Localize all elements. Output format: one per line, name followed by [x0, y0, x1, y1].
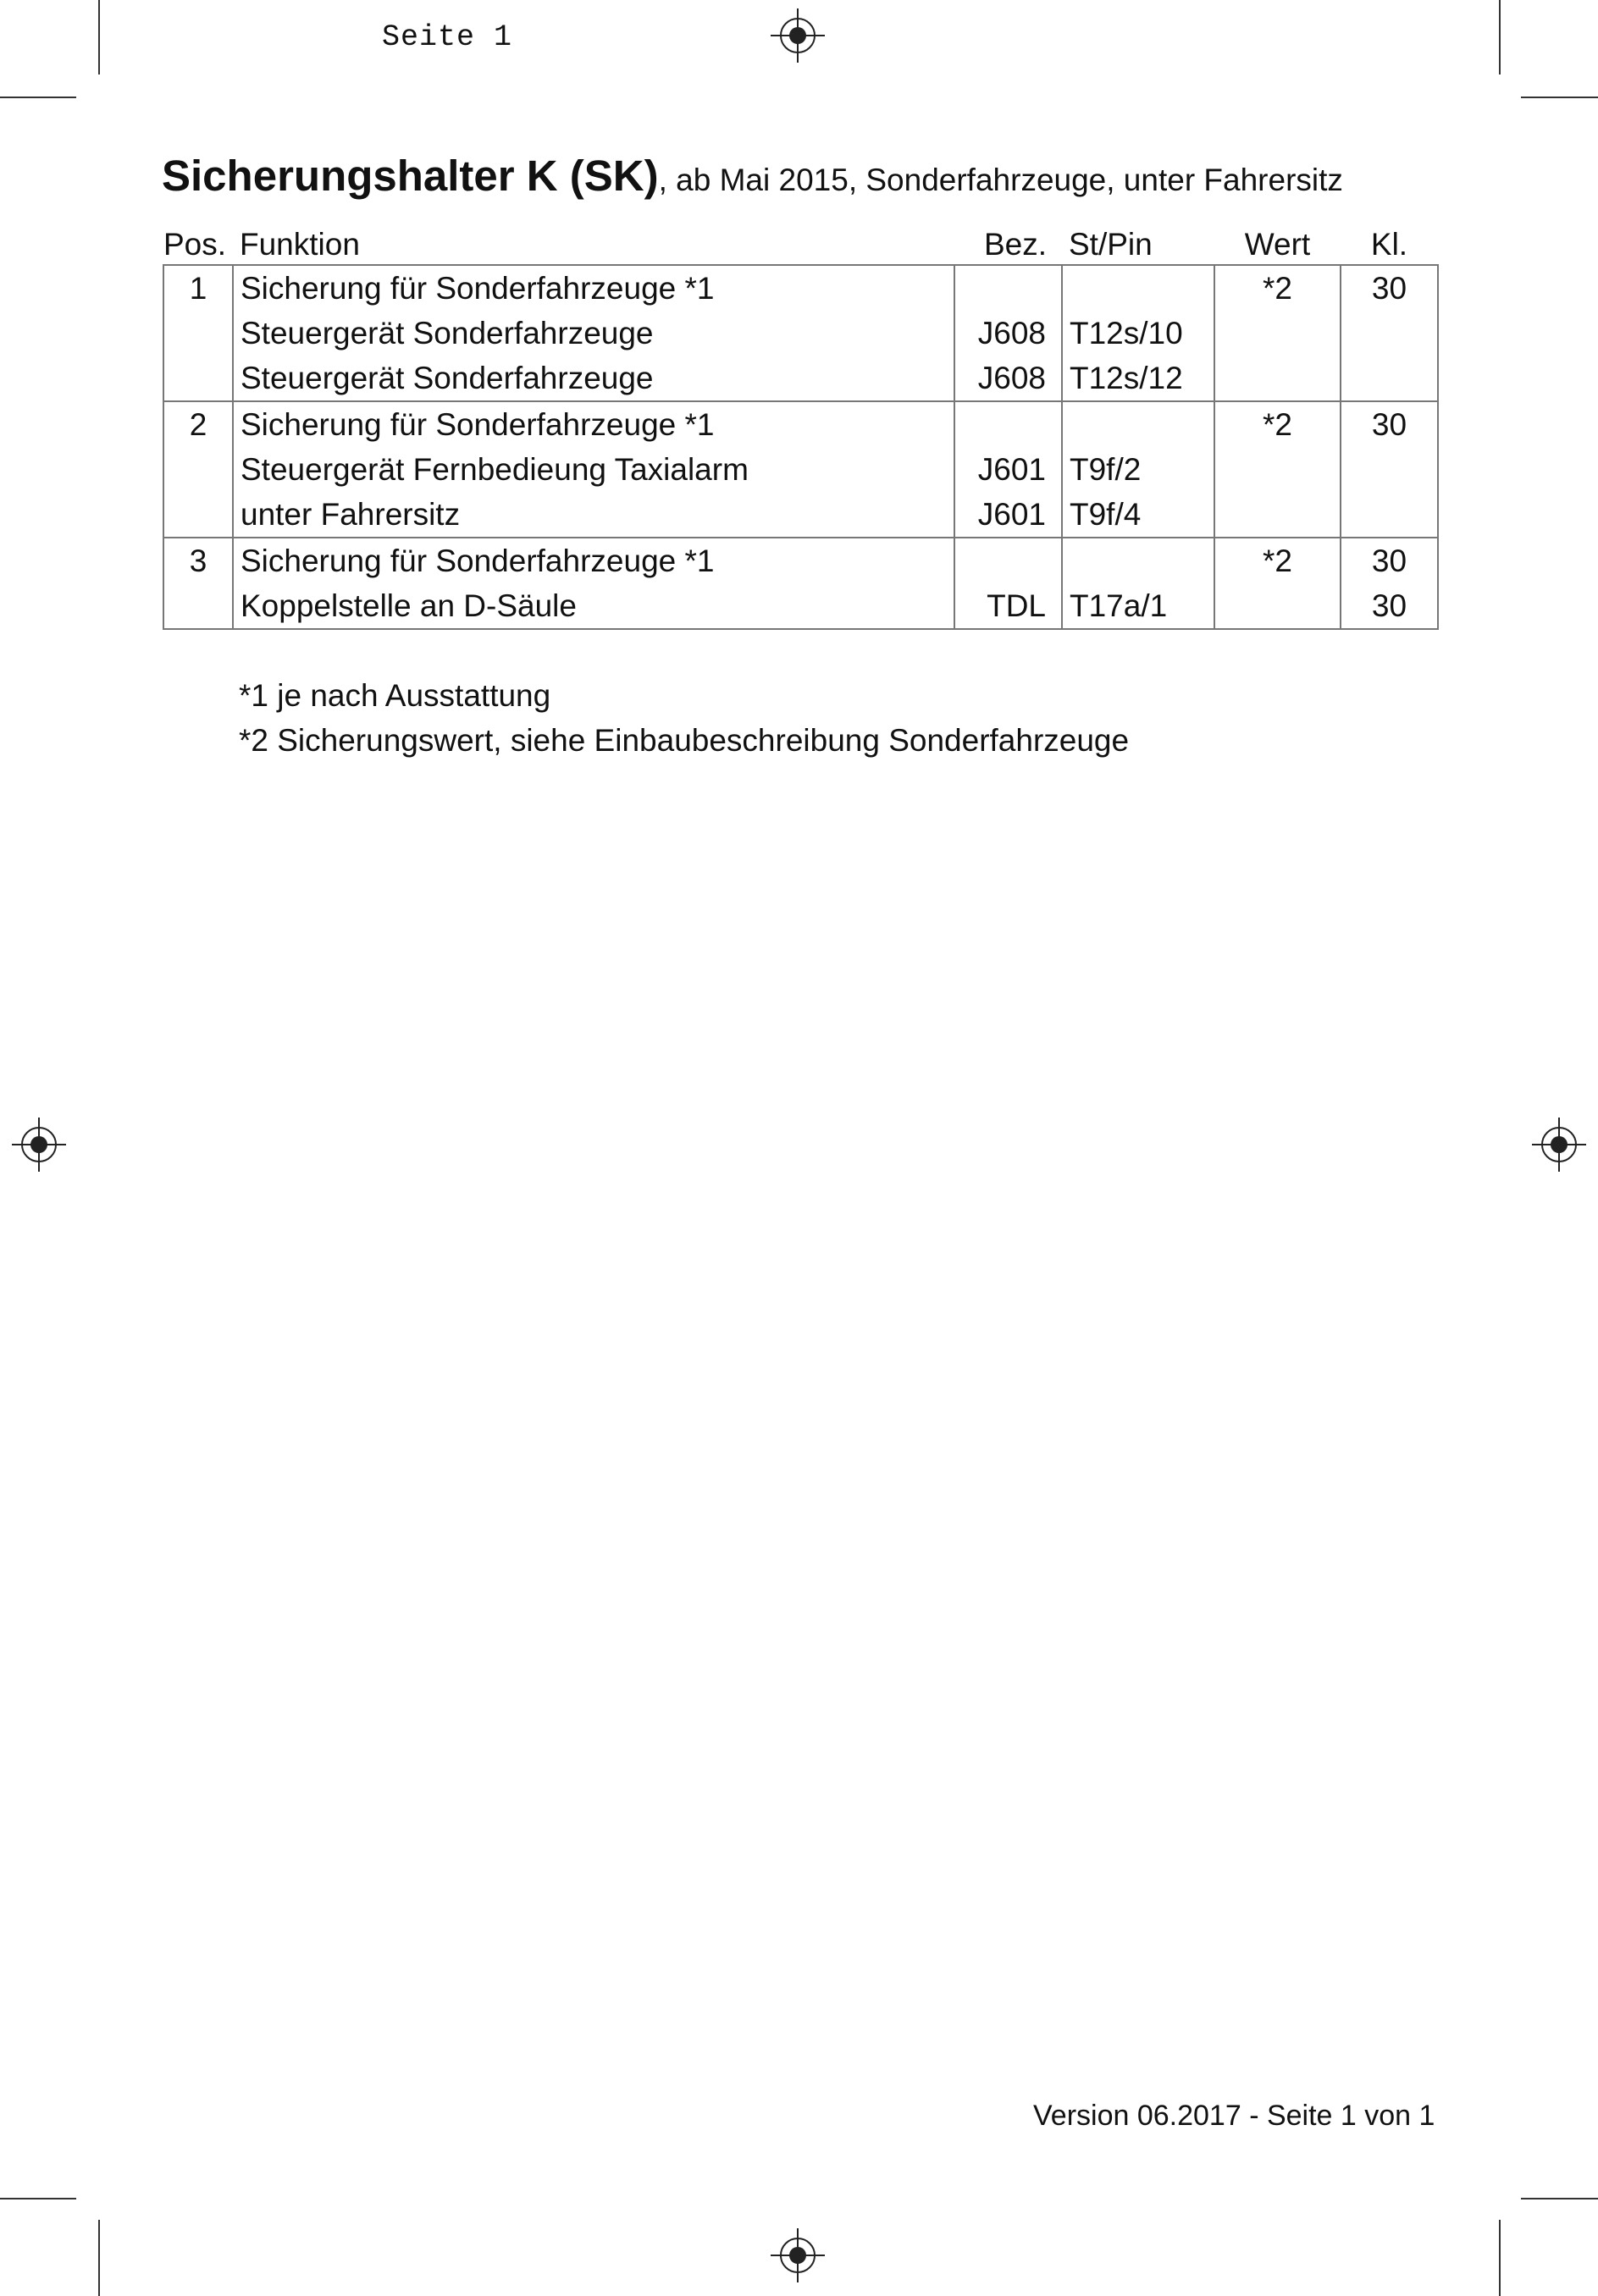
- cell-kl: 30: [1341, 401, 1438, 447]
- cell-funktion: unter Fahrersitz: [233, 492, 954, 538]
- cell-funktion: Steuergerät Sonderfahrzeuge: [233, 356, 954, 401]
- cell-pos: [163, 583, 233, 629]
- table-row: [163, 492, 1438, 538]
- cell-kl: 30: [1341, 583, 1438, 629]
- fuse-table-body: [163, 265, 1438, 629]
- cell-funktion: Sicherung für Sonderfahrzeuge *1: [233, 265, 954, 311]
- fuse-table: [163, 222, 1439, 630]
- cell-pos: [163, 356, 233, 401]
- table-row: [163, 447, 1438, 492]
- cell-pos: [163, 311, 233, 356]
- cell-pos: 2: [163, 401, 233, 447]
- cell-wert: [1214, 492, 1341, 538]
- table-row: [163, 583, 1438, 629]
- cell-wert: [1214, 447, 1341, 492]
- cell-funktion: Sicherung für Sonderfahrzeuge *1: [233, 538, 954, 583]
- crop-mark: [98, 2220, 100, 2296]
- header-bez: Bez.: [983, 227, 1047, 262]
- cell-kl: [1341, 311, 1438, 356]
- crop-mark: [1499, 0, 1501, 75]
- cell-bez: J608: [954, 311, 1062, 356]
- cell-wert: [1214, 583, 1341, 629]
- cell-wert: [1214, 311, 1341, 356]
- cell-funktion: Koppelstelle an D-Säule: [233, 583, 954, 629]
- cell-funktion: Sicherung für Sonderfahrzeuge *1: [233, 401, 954, 447]
- registration-mark-icon: [12, 1118, 66, 1172]
- cell-kl: [1341, 356, 1438, 401]
- footnote-2: *2 Sicherungswert, siehe Einbaubeschreibung Sonderfahrzeuge: [239, 723, 1130, 758]
- table-header-row: [163, 222, 1438, 265]
- cell-bez: [954, 538, 1062, 583]
- cell-pos: 1: [163, 265, 233, 311]
- cell-kl: 30: [1341, 265, 1438, 311]
- cell-bez: TDL: [954, 583, 1062, 629]
- title-bold: Sicherungshalter K (SK): [162, 152, 659, 200]
- cell-stpin: [1062, 401, 1214, 447]
- crop-mark: [0, 97, 76, 98]
- page-title: [162, 151, 1343, 201]
- cell-stpin: T17a/1: [1062, 583, 1214, 629]
- cell-pos: [163, 447, 233, 492]
- page-header-label: Seite 1: [382, 20, 513, 54]
- cell-stpin: [1062, 265, 1214, 311]
- cell-kl: [1341, 492, 1438, 538]
- table-row: [163, 538, 1438, 583]
- table-row: [163, 311, 1438, 356]
- cell-wert: *2: [1214, 538, 1341, 583]
- cell-kl: [1341, 447, 1438, 492]
- header-wert: Wert: [1244, 227, 1311, 262]
- cell-bez: J608: [954, 356, 1062, 401]
- cell-wert: *2: [1214, 265, 1341, 311]
- cell-funktion: Steuergerät Sonderfahrzeuge: [233, 311, 954, 356]
- header-pos: Pos.: [163, 227, 227, 262]
- header-funktion: Funktion: [240, 227, 360, 262]
- cell-bez: [954, 265, 1062, 311]
- registration-mark-icon: [771, 2228, 825, 2282]
- header-stpin: St/Pin: [1069, 227, 1153, 262]
- cell-stpin: T9f/4: [1062, 492, 1214, 538]
- cell-pos: 3: [163, 538, 233, 583]
- registration-mark-icon: [771, 8, 825, 63]
- footnote-1: *1 je nach Ausstattung: [239, 678, 551, 713]
- crop-mark: [0, 2198, 76, 2199]
- title-subtitle: , ab Mai 2015, Sonderfahrzeuge, unter Fahrersitz: [658, 163, 1343, 197]
- cell-kl: 30: [1341, 538, 1438, 583]
- header-kl: Kl.: [1370, 227, 1408, 262]
- cell-pos: [163, 492, 233, 538]
- table-row: [163, 356, 1438, 401]
- crop-mark: [98, 0, 100, 75]
- cell-stpin: [1062, 538, 1214, 583]
- cell-bez: [954, 401, 1062, 447]
- table-row: [163, 265, 1438, 311]
- cell-stpin: T12s/12: [1062, 356, 1214, 401]
- crop-mark: [1521, 2198, 1598, 2199]
- registration-mark-icon: [1532, 1118, 1586, 1172]
- page-footer: Version 06.2017 - Seite 1 von 1: [1033, 2100, 1435, 2132]
- crop-mark: [1499, 2220, 1501, 2296]
- cell-stpin: T9f/2: [1062, 447, 1214, 492]
- cell-funktion: Steuergerät Fernbedieung Taxialarm: [233, 447, 954, 492]
- table-row: [163, 401, 1438, 447]
- crop-mark: [1521, 97, 1598, 98]
- cell-wert: [1214, 356, 1341, 401]
- cell-wert: *2: [1214, 401, 1341, 447]
- cell-stpin: T12s/10: [1062, 311, 1214, 356]
- footnotes: [239, 673, 1129, 763]
- cell-bez: J601: [954, 492, 1062, 538]
- cell-bez: J601: [954, 447, 1062, 492]
